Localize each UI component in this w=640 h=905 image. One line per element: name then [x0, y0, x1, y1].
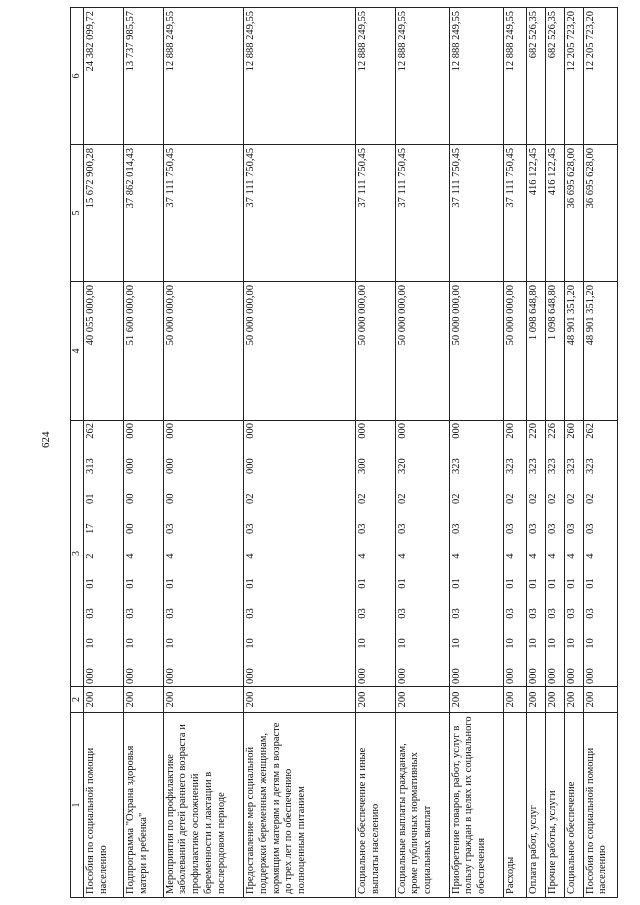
row-executed-amount: 36 695 628,00 — [564, 145, 583, 282]
budget-code-parts — [397, 423, 410, 684]
budget-code-part: 03 — [245, 608, 257, 619]
budget-code-part: 000 — [450, 668, 462, 684]
row-line-code: 200 — [503, 687, 526, 713]
budget-code-part: 000 — [565, 668, 577, 684]
row-remaining-amount: 682 526,35 — [545, 8, 564, 145]
row-line-code: 200 — [545, 687, 564, 713]
column-header: 5 — [71, 145, 84, 282]
budget-code-parts — [451, 423, 464, 684]
row-executed-amount: 37 862 014,43 — [123, 145, 163, 282]
budget-code-part: 01 — [565, 578, 577, 589]
row-line-code: 200 — [526, 687, 545, 713]
row-line-code: 200 — [84, 687, 124, 713]
row-approved-amount: 50 000 000,00 — [395, 282, 449, 421]
row-approved-amount: 50 000 000,00 — [355, 282, 395, 421]
budget-code-part: 000 — [396, 423, 408, 439]
row-executed-amount: 37 111 750,45 — [503, 145, 526, 282]
budget-code-part: 03 — [527, 523, 539, 534]
budget-code-parts — [528, 423, 541, 684]
budget-code-parts — [85, 423, 98, 684]
budget-code-part: 01 — [85, 493, 97, 504]
budget-code-part: 4 — [245, 553, 257, 559]
budget-code-part: 03 — [245, 523, 257, 534]
row-budget-code — [395, 421, 449, 687]
row-remaining-amount: 12 205 723,20 — [583, 8, 617, 145]
budget-code-part: 03 — [450, 523, 462, 534]
row-remaining-amount: 12 888 249,55 — [449, 8, 503, 145]
budget-code-part: 01 — [356, 578, 368, 589]
budget-code-part: 03 — [356, 608, 368, 619]
budget-code-part: 00 — [124, 523, 136, 534]
row-remaining-amount: 13 737 985,57 — [123, 8, 163, 145]
row-budget-code — [84, 421, 124, 687]
row-name: Прочие работы, услуги — [545, 713, 564, 898]
table-row — [244, 8, 356, 898]
row-line-code: 200 — [583, 687, 617, 713]
budget-code-part: 4 — [450, 553, 462, 559]
row-approved-amount: 50 000 000,00 — [449, 282, 503, 421]
budget-code-part: 01 — [164, 578, 176, 589]
budget-code-part: 10 — [504, 638, 516, 649]
budget-code-part: 03 — [504, 608, 516, 619]
row-line-code: 200 — [449, 687, 503, 713]
budget-code-part: 000 — [164, 423, 176, 439]
row-remaining-amount: 682 526,35 — [526, 8, 545, 145]
row-executed-amount: 37 111 750,45 — [163, 145, 244, 282]
row-remaining-amount: 12 888 249,55 — [503, 8, 526, 145]
column-header: 3 — [71, 421, 84, 687]
row-name: Приобретение товаров, работ, услуг в пользу граждан в целях их социального обеспечения — [449, 713, 503, 898]
budget-code-part: 000 — [124, 668, 136, 684]
row-name: Оплата работ, услуг — [526, 713, 545, 898]
table-row — [583, 8, 617, 898]
budget-code-part: 10 — [527, 638, 539, 649]
row-budget-code — [355, 421, 395, 687]
row-budget-code — [244, 421, 356, 687]
budget-code-part: 02 — [504, 493, 516, 504]
row-line-code: 200 — [163, 687, 244, 713]
budget-code-part: 10 — [85, 638, 97, 649]
column-header: 2 — [71, 687, 84, 713]
budget-code-part: 320 — [396, 458, 408, 474]
budget-table — [70, 7, 618, 898]
budget-code-part: 10 — [356, 638, 368, 649]
budget-code-part: 000 — [396, 668, 408, 684]
budget-code-part: 220 — [527, 423, 539, 439]
row-approved-amount: 50 000 000,00 — [163, 282, 244, 421]
budget-code-part: 03 — [584, 523, 596, 534]
row-executed-amount: 15 672 900,28 — [84, 145, 124, 282]
budget-code-part: 03 — [584, 608, 596, 619]
row-budget-code — [123, 421, 163, 687]
row-line-code: 200 — [564, 687, 583, 713]
row-executed-amount: 37 111 750,45 — [449, 145, 503, 282]
budget-code-part: 02 — [527, 493, 539, 504]
row-name: Мероприятия по профилактике заболеваний детей раннего возраста и профилактике осложнений беременности и лактации в послеродовом периоде — [163, 713, 244, 898]
budget-code-part: 01 — [85, 578, 97, 589]
budget-code-part: 03 — [504, 523, 516, 534]
budget-code-part: 03 — [124, 608, 136, 619]
table-row — [545, 8, 564, 898]
budget-code-part: 10 — [584, 638, 596, 649]
budget-code-part: 000 — [245, 458, 257, 474]
row-line-code: 200 — [395, 687, 449, 713]
row-name: Социальное обеспечение — [564, 713, 583, 898]
budget-code-part: 01 — [527, 578, 539, 589]
row-line-code: 200 — [355, 687, 395, 713]
budget-code-part: 200 — [504, 423, 516, 439]
budget-code-part: 4 — [527, 553, 539, 559]
budget-code-parts — [357, 423, 370, 684]
row-executed-amount: 416 122,45 — [545, 145, 564, 282]
budget-code-part: 02 — [584, 493, 596, 504]
budget-code-part: 03 — [565, 608, 577, 619]
budget-code-part: 03 — [396, 608, 408, 619]
budget-code-part: 00 — [124, 493, 136, 504]
budget-code-part: 4 — [565, 553, 577, 559]
row-remaining-amount: 12 888 249,55 — [163, 8, 244, 145]
budget-code-part: 000 — [546, 668, 558, 684]
budget-code-part: 02 — [450, 493, 462, 504]
budget-code-part: 4 — [396, 553, 408, 559]
row-approved-amount: 51 600 000,00 — [123, 282, 163, 421]
row-approved-amount: 40 055 000,00 — [84, 282, 124, 421]
budget-code-part: 02 — [245, 493, 257, 504]
budget-code-part: 000 — [124, 458, 136, 474]
row-name: Социальное обеспечение и иные выплаты населению — [355, 713, 395, 898]
budget-code-part: 10 — [245, 638, 257, 649]
budget-code-part: 03 — [527, 608, 539, 619]
budget-code-part: 03 — [356, 523, 368, 534]
row-line-code: 200 — [123, 687, 163, 713]
budget-code-part: 2 — [85, 553, 97, 559]
budget-code-part: 01 — [245, 578, 257, 589]
table-row — [355, 8, 395, 898]
budget-code-part: 02 — [396, 493, 408, 504]
budget-code-part: 03 — [565, 523, 577, 534]
row-remaining-amount: 12 888 249,55 — [355, 8, 395, 145]
column-header: 6 — [71, 8, 84, 145]
budget-code-part: 02 — [546, 493, 558, 504]
budget-code-part: 000 — [356, 668, 368, 684]
table-row — [503, 8, 526, 898]
budget-code-part: 10 — [124, 638, 136, 649]
budget-code-part: 000 — [164, 458, 176, 474]
table-row — [526, 8, 545, 898]
column-header: 1 — [71, 713, 84, 898]
budget-code-part: 323 — [565, 458, 577, 474]
budget-code-parts — [125, 423, 138, 684]
budget-code-part: 4 — [584, 553, 596, 559]
row-budget-code — [503, 421, 526, 687]
row-budget-code — [583, 421, 617, 687]
table-row — [84, 8, 124, 898]
budget-code-part: 226 — [546, 423, 558, 439]
table-row — [449, 8, 503, 898]
table-row — [123, 8, 163, 898]
budget-code-parts — [245, 423, 258, 684]
budget-code-part: 4 — [504, 553, 516, 559]
budget-code-parts — [505, 423, 518, 684]
budget-code-part: 10 — [565, 638, 577, 649]
table-row — [395, 8, 449, 898]
row-budget-code — [545, 421, 564, 687]
row-name: Расходы — [503, 713, 526, 898]
budget-code-part: 01 — [124, 578, 136, 589]
budget-code-part: 03 — [164, 523, 176, 534]
budget-code-part: 01 — [450, 578, 462, 589]
table-row — [163, 8, 244, 898]
budget-code-part: 02 — [356, 493, 368, 504]
row-budget-code — [564, 421, 583, 687]
row-remaining-amount: 12 888 249,55 — [244, 8, 356, 145]
column-header: 4 — [71, 282, 84, 421]
budget-code-part: 01 — [504, 578, 516, 589]
budget-code-part: 000 — [164, 668, 176, 684]
budget-code-part: 000 — [245, 423, 257, 439]
budget-code-part: 01 — [396, 578, 408, 589]
budget-code-part: 4 — [164, 553, 176, 559]
budget-code-part: 000 — [450, 423, 462, 439]
budget-code-parts — [547, 423, 560, 684]
row-approved-amount: 1 098 648,80 — [545, 282, 564, 421]
row-approved-amount: 48 901 351,20 — [564, 282, 583, 421]
row-approved-amount: 1 098 648,80 — [526, 282, 545, 421]
budget-code-part: 000 — [584, 668, 596, 684]
budget-code-part: 000 — [124, 423, 136, 439]
budget-code-part: 03 — [85, 608, 97, 619]
row-name: Подпрограмма "Охрана здоровья матери и ребенка" — [123, 713, 163, 898]
budget-code-part: 10 — [450, 638, 462, 649]
table-row — [564, 8, 583, 898]
row-budget-code — [526, 421, 545, 687]
row-name: Пособия по социальной помощи населению — [583, 713, 617, 898]
rotated-page — [70, 8, 618, 898]
row-executed-amount: 36 695 628,00 — [583, 145, 617, 282]
row-name: Предоставление мер социальной поддержки беременным женщинам, кормящим матерям и детям в возрасте до трех лет по обеспечению полноценным питанием — [244, 713, 356, 898]
row-line-code: 200 — [244, 687, 356, 713]
budget-code-part: 000 — [504, 668, 516, 684]
budget-code-part: 10 — [396, 638, 408, 649]
budget-code-part: 03 — [546, 608, 558, 619]
budget-code-part: 323 — [546, 458, 558, 474]
budget-code-part: 000 — [245, 668, 257, 684]
row-executed-amount: 37 111 750,45 — [395, 145, 449, 282]
budget-code-part: 4 — [124, 553, 136, 559]
budget-code-part: 323 — [450, 458, 462, 474]
budget-code-part: 323 — [584, 458, 596, 474]
budget-code-part: 10 — [546, 638, 558, 649]
budget-code-part: 300 — [356, 458, 368, 474]
budget-code-parts — [585, 423, 598, 684]
row-approved-amount: 50 000 000,00 — [244, 282, 356, 421]
row-remaining-amount: 24 382 099,72 — [84, 8, 124, 145]
column-number-row — [71, 8, 84, 898]
row-remaining-amount: 12 205 723,20 — [564, 8, 583, 145]
budget-code-part: 4 — [546, 553, 558, 559]
row-name: Социальные выплаты гражданам, кроме публичных нормативных социальных выплат — [395, 713, 449, 898]
table-container — [70, 8, 618, 898]
budget-code-part: 03 — [396, 523, 408, 534]
row-executed-amount: 37 111 750,45 — [355, 145, 395, 282]
row-approved-amount: 48 901 351,20 — [583, 282, 617, 421]
budget-code-part: 313 — [85, 458, 97, 474]
budget-code-part: 4 — [356, 553, 368, 559]
row-budget-code — [449, 421, 503, 687]
row-executed-amount: 37 111 750,45 — [244, 145, 356, 282]
budget-code-part: 260 — [565, 423, 577, 439]
budget-code-part: 03 — [450, 608, 462, 619]
budget-code-part: 03 — [546, 523, 558, 534]
budget-code-part: 000 — [356, 423, 368, 439]
budget-code-part: 17 — [85, 523, 97, 534]
budget-code-part: 262 — [584, 423, 596, 439]
budget-code-part: 00 — [164, 493, 176, 504]
page-number: 624 — [40, 431, 52, 448]
budget-code-parts — [566, 423, 579, 684]
budget-code-part: 03 — [164, 608, 176, 619]
row-remaining-amount: 12 888 249,55 — [395, 8, 449, 145]
budget-code-part: 000 — [85, 668, 97, 684]
row-name: Пособия по социальной помощи населению — [84, 713, 124, 898]
row-budget-code — [163, 421, 244, 687]
budget-code-part: 000 — [527, 668, 539, 684]
budget-code-part: 01 — [546, 578, 558, 589]
row-executed-amount: 416 122,45 — [526, 145, 545, 282]
budget-code-part: 323 — [527, 458, 539, 474]
row-approved-amount: 50 000 000,00 — [503, 282, 526, 421]
budget-code-part: 02 — [565, 493, 577, 504]
budget-code-part: 01 — [584, 578, 596, 589]
budget-code-part: 10 — [164, 638, 176, 649]
budget-code-parts — [165, 423, 178, 684]
budget-code-part: 323 — [504, 458, 516, 474]
budget-code-part: 262 — [85, 423, 97, 439]
